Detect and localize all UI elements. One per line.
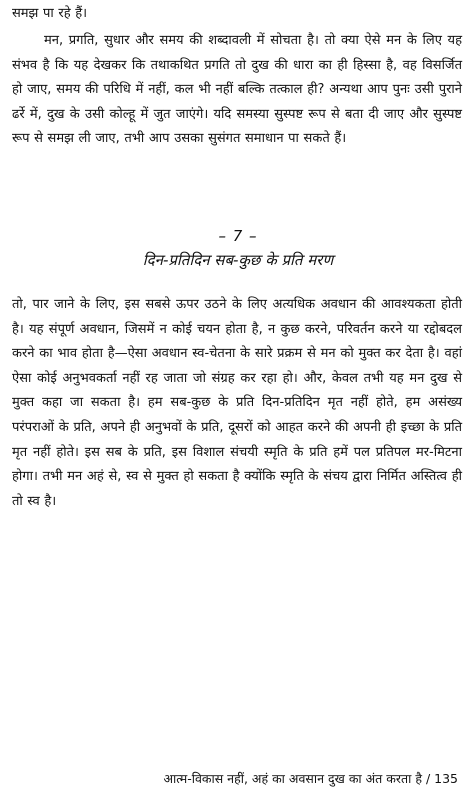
page-footer-running-title: आत्म-विकास नहीं, अहं का अवसान दुख का अंत करता है / 135 (163, 771, 458, 786)
chapter-title: दिन-प्रतिदिन सब-कुछ के प्रति मरण (142, 251, 334, 269)
paragraph-progress-and-time: मन, प्रगति, सुधार और समय की शब्दावली में सोचता है। तो क्या ऐसे मन के लिए यह संभव है कि यह देखकर कि तथाकथित प्रगति तो दुख की धारा का ही हिस्सा है, वह विसर्जित हो जाए, समय की परिधि में नहीं, कल भी नहीं बल्कि तत्काल ही? अन्यथा आप पुनः उसी पुराने ढर्रे में, दुख के उसी कोल्हू में जुत जाएंगे। यदि समस्या सुस्पष्ट रूप से बता दी जाए और सुस्पष्ट रूप से समझ ली जाए, तभी आप उसका सुसंगत समाधान पा सकते हैं। (12, 33, 462, 147)
chapter-number: – 7 – (218, 227, 258, 245)
paragraph-continuation: समझ पा रहे हैं। (12, 6, 88, 21)
paragraph-attention: तो, पार जाने के लिए, इस सबसे ऊपर उठने के लिए अत्यधिक अवधान की आवश्यकता होती है। यह संपूर्ण अवधान, जिसमें न कोई चयन होता है, न कुछ करने, परिवर्तन करने या रद्दोबदल करने का भाव होता है—ऐसा अवधान स्व-चेतना के सारे प्रक्रम से मन को मुक्त कर देता है। वहां ऐसा कोई अनुभवकर्ता नहीं रह जाता जो संग्रह कर रहा हो। और, केवल तभी यह मन दुख से मुक्त कहा जा सकता है। हम सब-कुछ के प्रति दिन-प्रतिदिन मृत नहीं होते, हम असंख्य परंपराओं के प्रति, अपने ही अनुभवों के प्रति, दूसरों को आहत करने की अपनी ही इच्छा के प्रति मृत नहीं होते। इस सब के प्रति, इस विशाल संचयी स्मृति के प्रति हमें पल प्रतिपल मर-मिटना होगा। तभी मन अहं से, स्व से मुक्त हो सकता है क्योंकि स्मृति के संचय द्वारा निर्मित अस्तित्व ही तो स्व है। (12, 297, 462, 509)
